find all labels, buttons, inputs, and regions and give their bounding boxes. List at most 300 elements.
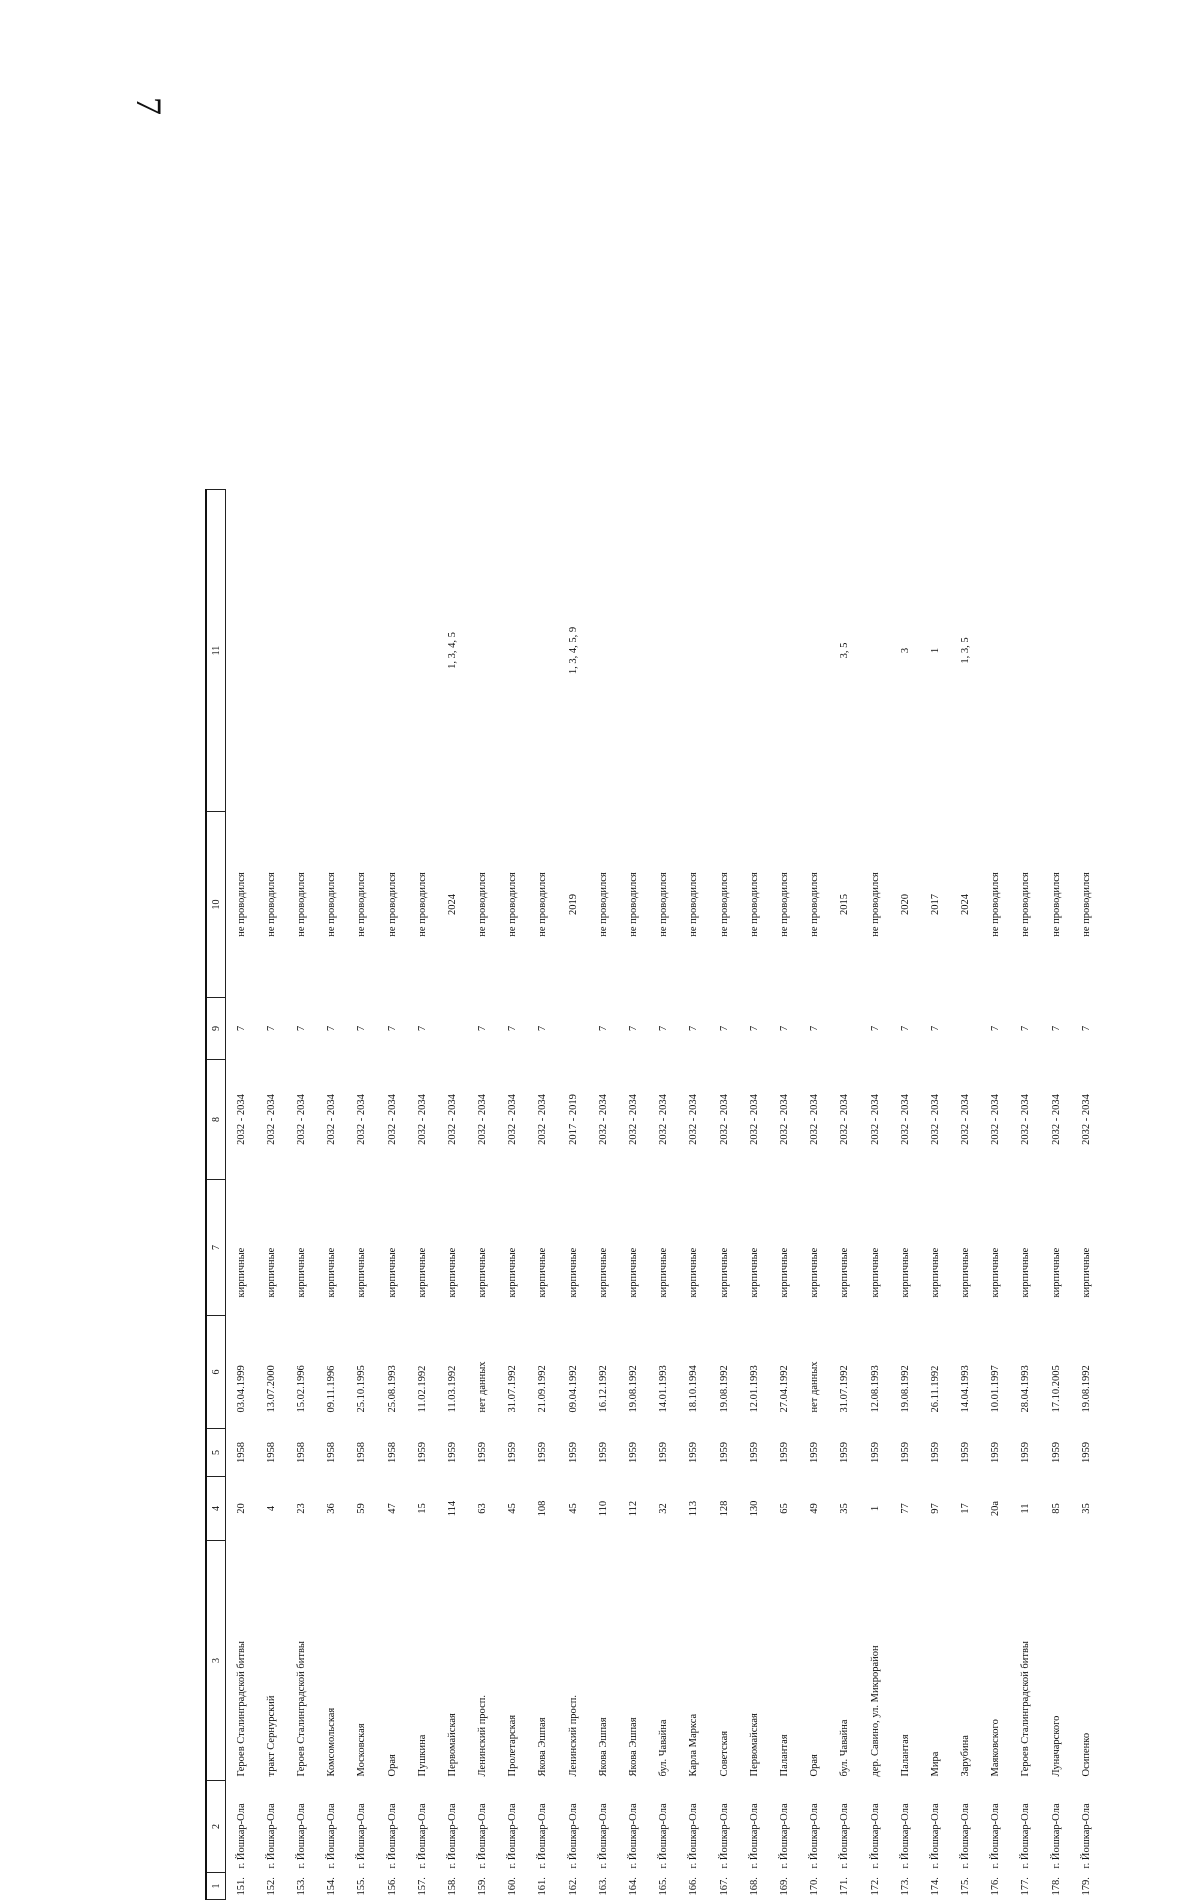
housing-table <box>205 489 1101 1900</box>
work-types-cell: 1, 3, 5 <box>960 637 972 664</box>
house-number-cell: 130 <box>748 1500 760 1517</box>
row-number: 153. <box>295 1877 307 1896</box>
house-number-cell: 20 <box>235 1503 247 1514</box>
city-cell: г. Йошкар-Ола <box>778 1803 790 1869</box>
period-cell: 2032 - 2034 <box>960 1094 972 1145</box>
wall-material-cell: кирпичные <box>295 1247 307 1298</box>
city-cell: г. Йошкар-Ола <box>990 1803 1002 1869</box>
city-cell: г. Йошкар-Ола <box>960 1803 972 1869</box>
period-cell: 2032 - 2034 <box>235 1094 247 1145</box>
wall-material-cell: кирпичные <box>326 1247 338 1298</box>
row-number: 168. <box>748 1877 760 1896</box>
year-built-cell: 1959 <box>1080 1442 1092 1463</box>
street-cell: Зарубина <box>960 1735 972 1777</box>
house-number-cell: 47 <box>386 1503 398 1514</box>
city-cell: г. Йошкар-Ола <box>899 1803 911 1869</box>
street-cell: Луначарского <box>1050 1715 1062 1777</box>
city-cell: г. Йошкар-Ола <box>265 1803 277 1869</box>
work-types-cell: 1, 3, 4, 5, 9 <box>567 626 579 675</box>
work-types-cell <box>528 490 558 812</box>
year-built-cell: 1959 <box>809 1442 821 1463</box>
year-built-cell: 1959 <box>658 1442 670 1463</box>
wall-material-cell: кирпичные <box>537 1247 549 1298</box>
table-row <box>588 490 618 1900</box>
column-9-cell: 7 <box>809 1025 821 1032</box>
row-number: 163. <box>597 1877 609 1896</box>
city-cell: г. Йошкар-Ола <box>718 1803 730 1869</box>
column-9-cell: 7 <box>929 1025 941 1032</box>
house-number-cell: 97 <box>929 1503 941 1514</box>
period-cell: 2032 - 2034 <box>1080 1094 1092 1145</box>
house-number-cell: 35 <box>839 1503 851 1514</box>
date-cell: 13.07.2000 <box>265 1365 277 1413</box>
street-cell: Якова Эшпая <box>628 1717 640 1777</box>
period-cell: 2032 - 2034 <box>537 1094 549 1145</box>
house-number-cell: 15 <box>416 1503 428 1514</box>
city-cell: г. Йошкар-Ола <box>869 1803 881 1869</box>
wall-material-cell: кирпичные <box>899 1247 911 1298</box>
house-number-cell: 20а <box>990 1500 1002 1517</box>
house-number-cell: 85 <box>1050 1503 1062 1514</box>
table-row <box>1071 490 1101 1900</box>
rotated-table-container <box>205 490 1092 1900</box>
date-cell: 03.04.1999 <box>235 1365 247 1413</box>
header-cell: 8 <box>206 1060 226 1180</box>
period-cell: 2017 - 2019 <box>567 1094 579 1145</box>
street-cell: Орая <box>809 1754 821 1777</box>
column-9-cell: 7 <box>718 1025 730 1032</box>
street-cell: Палантая <box>899 1734 911 1777</box>
work-types-cell <box>709 490 739 812</box>
table-row <box>347 490 377 1900</box>
period-cell: 2032 - 2034 <box>326 1094 338 1145</box>
header-cell: 6 <box>206 1316 226 1429</box>
wall-material-cell: кирпичные <box>265 1247 277 1298</box>
last-repair-cell: не проводился <box>597 872 609 937</box>
street-cell: Героев Сталинградской битвы <box>1020 1641 1032 1777</box>
row-number: 164. <box>628 1877 640 1896</box>
work-types-cell <box>286 490 316 812</box>
last-repair-cell: не проводился <box>778 872 790 937</box>
last-repair-cell: не проводился <box>235 872 247 937</box>
period-cell: 2032 - 2034 <box>748 1094 760 1145</box>
date-cell: нет данных <box>809 1361 821 1413</box>
period-cell: 2032 - 2034 <box>477 1094 489 1145</box>
last-repair-cell: не проводился <box>537 872 549 937</box>
column-9-cell: 7 <box>295 1025 307 1032</box>
column-9-cell: 7 <box>1050 1025 1062 1032</box>
table-row <box>890 490 920 1900</box>
city-cell: г. Йошкар-Ола <box>537 1803 549 1869</box>
street-cell: Якова Эшпая <box>597 1717 609 1777</box>
last-repair-cell: 2024 <box>446 894 458 915</box>
street-cell: Орая <box>386 1754 398 1777</box>
street-cell: Советская <box>718 1730 730 1777</box>
table-row <box>769 490 799 1900</box>
date-cell: 12.01.1993 <box>748 1365 760 1413</box>
house-number-cell: 36 <box>326 1503 338 1514</box>
table-row <box>649 490 679 1900</box>
city-cell: г. Йошкар-Ола <box>839 1803 851 1869</box>
work-types-cell <box>226 490 257 812</box>
work-types-cell <box>981 490 1011 812</box>
year-built-cell: 1959 <box>718 1442 730 1463</box>
wall-material-cell: кирпичные <box>869 1247 881 1298</box>
date-cell: 19.08.1992 <box>718 1365 730 1413</box>
last-repair-cell: не проводился <box>507 872 519 937</box>
table-row <box>256 490 286 1900</box>
date-cell: 18.10.1994 <box>688 1365 700 1413</box>
wall-material-cell: кирпичные <box>960 1247 972 1298</box>
city-cell: г. Йошкар-Ола <box>809 1803 821 1869</box>
house-number-cell: 59 <box>356 1503 368 1514</box>
row-number: 152. <box>265 1877 277 1896</box>
page-number: 7 <box>129 97 169 115</box>
city-cell: г. Йошкар-Ола <box>356 1803 368 1869</box>
wall-material-cell: кирпичные <box>1020 1247 1032 1298</box>
city-cell: г. Йошкар-Ола <box>1050 1803 1062 1869</box>
row-number: 175. <box>960 1877 972 1896</box>
column-9-cell: 7 <box>235 1025 247 1032</box>
table-body <box>226 490 1102 1900</box>
column-9-cell: 7 <box>597 1025 609 1032</box>
street-cell: Героев Сталинградской битвы <box>235 1641 247 1777</box>
last-repair-cell: не проводился <box>386 872 398 937</box>
work-types-cell <box>256 490 286 812</box>
column-9-cell: 7 <box>326 1025 338 1032</box>
period-cell: 2032 - 2034 <box>446 1094 458 1145</box>
table-row <box>468 490 498 1900</box>
street-cell: Палантая <box>778 1734 790 1777</box>
column-9-cell: 7 <box>507 1025 519 1032</box>
street-cell: Якова Эшпая <box>537 1717 549 1777</box>
column-9-cell: 7 <box>477 1025 489 1032</box>
last-repair-cell: не проводился <box>295 872 307 937</box>
date-cell: 19.08.1992 <box>1080 1365 1092 1413</box>
year-built-cell: 1959 <box>507 1442 519 1463</box>
date-cell: 09.11.1996 <box>326 1365 338 1413</box>
date-cell: 31.07.1992 <box>839 1365 851 1413</box>
period-cell: 2032 - 2034 <box>265 1094 277 1145</box>
street-cell: Комсомольская <box>326 1707 338 1777</box>
last-repair-cell: не проводился <box>477 872 489 937</box>
header-cell: 11 <box>206 490 226 812</box>
work-types-cell: 1 <box>929 647 941 654</box>
date-cell: 10.01.1997 <box>990 1365 1002 1413</box>
year-built-cell: 1958 <box>235 1442 247 1463</box>
row-number: 173. <box>899 1877 911 1896</box>
period-cell: 2032 - 2034 <box>1020 1094 1032 1145</box>
table-row <box>1041 490 1071 1900</box>
column-9-cell: 7 <box>688 1025 700 1032</box>
period-cell: 2032 - 2034 <box>839 1094 851 1145</box>
date-cell: 25.08.1993 <box>386 1365 398 1413</box>
city-cell: г. Йошкар-Ола <box>567 1803 579 1869</box>
row-number: 178. <box>1050 1877 1062 1896</box>
year-built-cell: 1959 <box>446 1442 458 1463</box>
row-number: 154. <box>326 1877 338 1896</box>
city-cell: г. Йошкар-Ола <box>628 1803 640 1869</box>
year-built-cell: 1958 <box>356 1442 368 1463</box>
last-repair-cell: не проводился <box>658 872 670 937</box>
street-cell: Ленинский просп. <box>567 1695 579 1777</box>
house-number-cell: 65 <box>778 1503 790 1514</box>
column-9-cell: 7 <box>990 1025 1002 1032</box>
date-cell: 25.10.1995 <box>356 1365 368 1413</box>
city-cell: г. Йошкар-Ола <box>386 1803 398 1869</box>
street-cell: Мира <box>929 1751 941 1777</box>
year-built-cell: 1959 <box>628 1442 640 1463</box>
last-repair-cell: 2019 <box>567 894 579 915</box>
column-9-cell: 7 <box>748 1025 760 1032</box>
period-cell: 2032 - 2034 <box>718 1094 730 1145</box>
wall-material-cell: кирпичные <box>567 1247 579 1298</box>
table-row <box>558 490 588 1900</box>
year-built-cell: 1959 <box>537 1442 549 1463</box>
period-cell: 2032 - 2034 <box>356 1094 368 1145</box>
wall-material-cell: кирпичные <box>748 1247 760 1298</box>
table-row <box>317 490 347 1900</box>
table-row <box>437 490 467 1900</box>
city-cell: г. Йошкар-Ола <box>688 1803 700 1869</box>
last-repair-cell: не проводился <box>688 872 700 937</box>
city-cell: г. Йошкар-Ола <box>326 1803 338 1869</box>
row-number: 157. <box>416 1877 428 1896</box>
wall-material-cell: кирпичные <box>718 1247 730 1298</box>
column-9-cell: 7 <box>1080 1025 1092 1032</box>
table-row <box>286 490 316 1900</box>
table-row <box>800 490 830 1900</box>
header-row <box>206 490 226 1900</box>
city-cell: г. Йошкар-Ола <box>1080 1803 1092 1869</box>
row-number: 171. <box>839 1877 851 1896</box>
column-9-cell: 7 <box>265 1025 277 1032</box>
header-cell: 4 <box>206 1477 226 1541</box>
street-cell: Московская <box>356 1723 368 1777</box>
year-built-cell: 1959 <box>748 1442 760 1463</box>
last-repair-cell: не проводился <box>416 872 428 937</box>
wall-material-cell: кирпичные <box>929 1247 941 1298</box>
date-cell: 15.02.1996 <box>295 1365 307 1413</box>
date-cell: 19.08.1992 <box>628 1365 640 1413</box>
street-cell: Маяковского <box>990 1719 1002 1777</box>
year-built-cell: 1959 <box>990 1442 1002 1463</box>
city-cell: г. Йошкар-Ола <box>929 1803 941 1869</box>
street-cell: Пролетарская <box>507 1714 519 1777</box>
wall-material-cell: кирпичные <box>416 1247 428 1298</box>
table-row <box>226 490 257 1900</box>
table-row <box>679 490 709 1900</box>
row-number: 156. <box>386 1877 398 1896</box>
table-row <box>920 490 950 1900</box>
table-row <box>981 490 1011 1900</box>
city-cell: г. Йошкар-Ола <box>295 1803 307 1869</box>
house-number-cell: 77 <box>899 1503 911 1514</box>
row-number: 162. <box>567 1877 579 1896</box>
wall-material-cell: кирпичные <box>1050 1247 1062 1298</box>
table-row <box>739 490 769 1900</box>
work-types-cell <box>649 490 679 812</box>
header-cell: 2 <box>206 1781 226 1873</box>
wall-material-cell: кирпичные <box>356 1247 368 1298</box>
year-built-cell: 1959 <box>899 1442 911 1463</box>
work-types-cell <box>407 490 437 812</box>
date-cell: 12.08.1993 <box>869 1365 881 1413</box>
wall-material-cell: кирпичные <box>386 1247 398 1298</box>
city-cell: г. Йошкар-Ола <box>597 1803 609 1869</box>
street-cell: Первомайская <box>748 1713 760 1777</box>
date-cell: 27.04.1992 <box>778 1365 790 1413</box>
row-number: 177. <box>1020 1877 1032 1896</box>
wall-material-cell: кирпичные <box>658 1247 670 1298</box>
date-cell: 17.10.2005 <box>1050 1365 1062 1413</box>
table-row <box>830 490 860 1900</box>
last-repair-cell: не проводился <box>990 872 1002 937</box>
period-cell: 2032 - 2034 <box>869 1094 881 1145</box>
row-number: 170. <box>809 1877 821 1896</box>
city-cell: г. Йошкар-Ола <box>748 1803 760 1869</box>
last-repair-cell: не проводился <box>718 872 730 937</box>
header-cell: 10 <box>206 812 226 998</box>
column-9-cell: 7 <box>869 1025 881 1032</box>
row-number: 155. <box>356 1877 368 1896</box>
last-repair-cell: не проводился <box>748 872 760 937</box>
row-number: 158. <box>446 1877 458 1896</box>
column-9-cell: 7 <box>537 1025 549 1032</box>
date-cell: нет данных <box>477 1361 489 1413</box>
wall-material-cell: кирпичные <box>778 1247 790 1298</box>
year-built-cell: 1959 <box>567 1442 579 1463</box>
street-cell: Пушкина <box>416 1734 428 1777</box>
year-built-cell: 1958 <box>386 1442 398 1463</box>
last-repair-cell: не проводился <box>1080 872 1092 937</box>
work-types-cell <box>618 490 648 812</box>
year-built-cell: 1959 <box>960 1442 972 1463</box>
date-cell: 26.11.1992 <box>929 1365 941 1413</box>
last-repair-cell: не проводился <box>869 872 881 937</box>
last-repair-cell: 2024 <box>960 894 972 915</box>
row-number: 160. <box>507 1877 519 1896</box>
wall-material-cell: кирпичные <box>1080 1247 1092 1298</box>
house-number-cell: 114 <box>446 1500 458 1517</box>
house-number-cell: 45 <box>507 1503 519 1514</box>
last-repair-cell: не проводился <box>326 872 338 937</box>
date-cell: 16.12.1992 <box>597 1365 609 1413</box>
column-9-cell: 7 <box>899 1025 911 1032</box>
wall-material-cell: кирпичные <box>809 1247 821 1298</box>
column-9-cell: 7 <box>1020 1025 1032 1032</box>
row-number: 159. <box>477 1877 489 1896</box>
house-number-cell: 113 <box>688 1500 700 1517</box>
period-cell: 2032 - 2034 <box>809 1094 821 1145</box>
street-cell: Первомайская <box>446 1713 458 1777</box>
work-types-cell <box>347 490 377 812</box>
year-built-cell: 1959 <box>1050 1442 1062 1463</box>
year-built-cell: 1959 <box>597 1442 609 1463</box>
house-number-cell: 128 <box>718 1500 730 1517</box>
wall-material-cell: кирпичные <box>688 1247 700 1298</box>
date-cell: 21.09.1992 <box>537 1365 549 1413</box>
wall-material-cell: кирпичные <box>628 1247 640 1298</box>
column-9-cell: 7 <box>356 1025 368 1032</box>
year-built-cell: 1959 <box>929 1442 941 1463</box>
row-number: 161. <box>537 1877 549 1896</box>
work-types-cell: 1, 3, 4, 5 <box>446 632 458 669</box>
table-row <box>407 490 437 1900</box>
house-number-cell: 11 <box>1020 1503 1032 1514</box>
table-row <box>1011 490 1041 1900</box>
city-cell: г. Йошкар-Ола <box>658 1803 670 1869</box>
work-types-cell <box>498 490 528 812</box>
work-types-cell <box>317 490 347 812</box>
year-built-cell: 1959 <box>839 1442 851 1463</box>
row-number: 179. <box>1080 1877 1092 1896</box>
period-cell: 2032 - 2034 <box>416 1094 428 1145</box>
period-cell: 2032 - 2034 <box>778 1094 790 1145</box>
row-number: 151. <box>235 1877 247 1896</box>
table-row <box>528 490 558 1900</box>
period-cell: 2032 - 2034 <box>899 1094 911 1145</box>
year-built-cell: 1959 <box>778 1442 790 1463</box>
period-cell: 2032 - 2034 <box>929 1094 941 1145</box>
header-cell: 9 <box>206 998 226 1060</box>
column-9-cell: 7 <box>628 1025 640 1032</box>
city-cell: г. Йошкар-Ола <box>446 1803 458 1869</box>
house-number-cell: 4 <box>265 1505 277 1512</box>
last-repair-cell: не проводился <box>265 872 277 937</box>
row-number: 172. <box>869 1877 881 1896</box>
wall-material-cell: кирпичные <box>235 1247 247 1298</box>
period-cell: 2032 - 2034 <box>597 1094 609 1145</box>
street-cell: тракт Сернурский <box>265 1695 277 1777</box>
work-types-cell: 3 <box>899 647 911 654</box>
row-number: 176. <box>990 1877 1002 1896</box>
work-types-cell <box>1041 490 1071 812</box>
column-9-cell: 7 <box>416 1025 428 1032</box>
date-cell: 14.01.1993 <box>658 1365 670 1413</box>
period-cell: 2032 - 2034 <box>386 1094 398 1145</box>
table-row <box>498 490 528 1900</box>
street-cell: дер. Савино, ул. Микрорайон <box>869 1645 881 1777</box>
year-built-cell: 1959 <box>688 1442 700 1463</box>
work-types-cell <box>800 490 830 812</box>
year-built-cell: 1959 <box>416 1442 428 1463</box>
work-types-cell <box>1071 490 1101 812</box>
header-cell: 1 <box>206 1873 226 1900</box>
city-cell: г. Йошкар-Ола <box>416 1803 428 1869</box>
house-number-cell: 17 <box>960 1503 972 1514</box>
row-number: 166. <box>688 1877 700 1896</box>
street-cell: Ленинский просп. <box>477 1695 489 1777</box>
year-built-cell: 1959 <box>869 1442 881 1463</box>
period-cell: 2032 - 2034 <box>507 1094 519 1145</box>
wall-material-cell: кирпичные <box>477 1247 489 1298</box>
last-repair-cell: 2020 <box>899 894 911 915</box>
year-built-cell: 1958 <box>326 1442 338 1463</box>
wall-material-cell: кирпичные <box>507 1247 519 1298</box>
table-row <box>618 490 648 1900</box>
house-number-cell: 23 <box>295 1503 307 1514</box>
city-cell: г. Йошкар-Ола <box>507 1803 519 1869</box>
work-types-cell <box>739 490 769 812</box>
header-cell: 7 <box>206 1180 226 1316</box>
row-number: 169. <box>778 1877 790 1896</box>
last-repair-cell: 2017 <box>929 894 941 915</box>
period-cell: 2032 - 2034 <box>295 1094 307 1145</box>
house-number-cell: 63 <box>477 1503 489 1514</box>
column-9-cell <box>558 998 588 1060</box>
street-cell: Героев Сталинградской битвы <box>295 1641 307 1777</box>
